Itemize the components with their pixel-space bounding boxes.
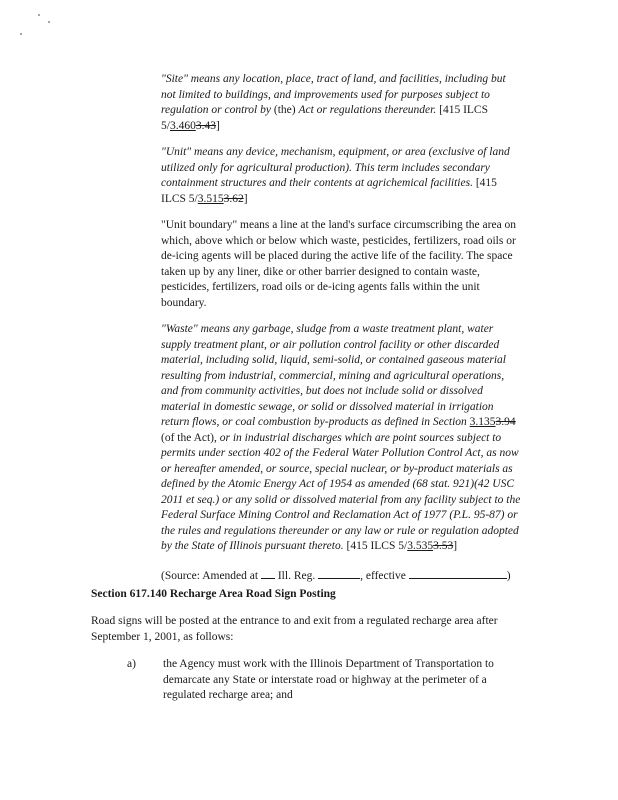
section-intro: Road signs will be posted at the entrance to and exit from a regulated recharge area after September 1, 2001, as follows: [91, 615, 498, 643]
definition-waste: "Waste" means any garbage, sludge from a waste treatment plant, water supply treatment plant, or air pollution control facility or other discarded material, including solid, liquid, semi-solid, or contained gaseous material resulting from industrial, commercial, mining and agricultural operations, and from community activities, but does not include solid or dissolved material in domestic sewage, or solid or dissolved material in irrigation return flows, or coal combustion by-products as defined in Section 3.1353.94 (of the Act), or in industrial discharges which are point sources subject to permits under section 402 of the Federal Water Pollution Control Act, as now or hereafter amended, or source, special nuclear, or by-product materials as defined by the Atomic Energy Act of 1954 as amended (68 stat. 921)(42 USC 2011 et seq.) or any solid or dissolved material from any facility subject to the Federal Surface Mining Control and Reclamation Act of 1977 (P.L. 95-87) or the rules and regulations thereunder or any law or rule or regulation adopted by the State of Illinois pursuant thereto. [415 ILCS 5/3.5353.53] [161, 323, 521, 552]
definition-site-text: "Site" means any location, place, tract of land, and facilities, including but not limited to buildings, and improvements used for purposes subject to regulation or control by [161, 73, 506, 116]
definition-site: "Site" means any location, place, tract of land, and facilities, including but not limited to buildings, and improvements used for purposes subject to regulation or control by (the) Act or regulations thereunder. [415 ILCS 5/3.4603.43] [161, 73, 506, 132]
definition-unit: "Unit" means any device, mechanism, equipment, or area (exclusive of land utilized only for agricultural production). This term includes secondary containment structures and their contents at agrichemical facilities. [415 ILCS 5/3.5153.62] [161, 146, 510, 205]
definition-waste-text: "Waste" means any garbage, sludge from a waste treatment plant, water supply treatment plant, or air pollution control facility or other discarded material, including solid, liquid, semi-solid, or contained gaseous material resulting from industrial, commercial, mining and agricultural operations, and from community activities, but does not include solid or dissolved material in domestic sewage, or solid or dissolved material in irrigation return flows, or coal combustion by-products as defined in Section [161, 323, 506, 428]
list-item-text: the Agency must work with the Illinois Department of Transportation to demarcate any State or interstate road or highway at the perimeter of a regulated recharge area; and [163, 658, 494, 701]
scan-speck [48, 21, 50, 23]
definitions-block [161, 72, 521, 595]
struck-citation: 3.43 [195, 119, 216, 132]
inserted-citation: 3.135 [469, 416, 496, 428]
inserted-citation: 3.535 [407, 540, 434, 552]
blank-volume [261, 567, 275, 579]
definition-unit-text: "Unit" means any device, mechanism, equipment, or area (exclusive of land utilized only for agricultural production). This term includes secondary containment structures and their contents at agrichemical facilities. [161, 146, 510, 189]
inserted-citation: 3.515 [197, 192, 224, 205]
inserted-citation: 3.460 [169, 119, 196, 132]
scan-speck [38, 14, 40, 16]
blank-page [318, 567, 360, 579]
list-item-label: a) [127, 658, 136, 670]
struck-citation: 3.62 [223, 192, 244, 205]
scan-speck [20, 33, 22, 35]
struck-citation: 3.53 [433, 540, 454, 552]
source-note: (Source: Amended at Ill. Reg. , effective ) [161, 567, 521, 585]
struck-citation: 3.94 [495, 416, 516, 428]
section-heading: Section 617.140 Recharge Area Road Sign Posting [91, 588, 336, 600]
definition-unit-boundary: "Unit boundary" means a line at the land's surface circumscribing the area on which, above which or below which waste, pesticides, fertilizers, road oils or de-icing agents will be placed during the active life of the facility. The space taken up by any liner, dike or other barrier designed to contain waste, pesticides, fertilizers, road oils or de-icing agents falls within the unit boundary. [161, 219, 517, 309]
blank-date [409, 567, 507, 579]
